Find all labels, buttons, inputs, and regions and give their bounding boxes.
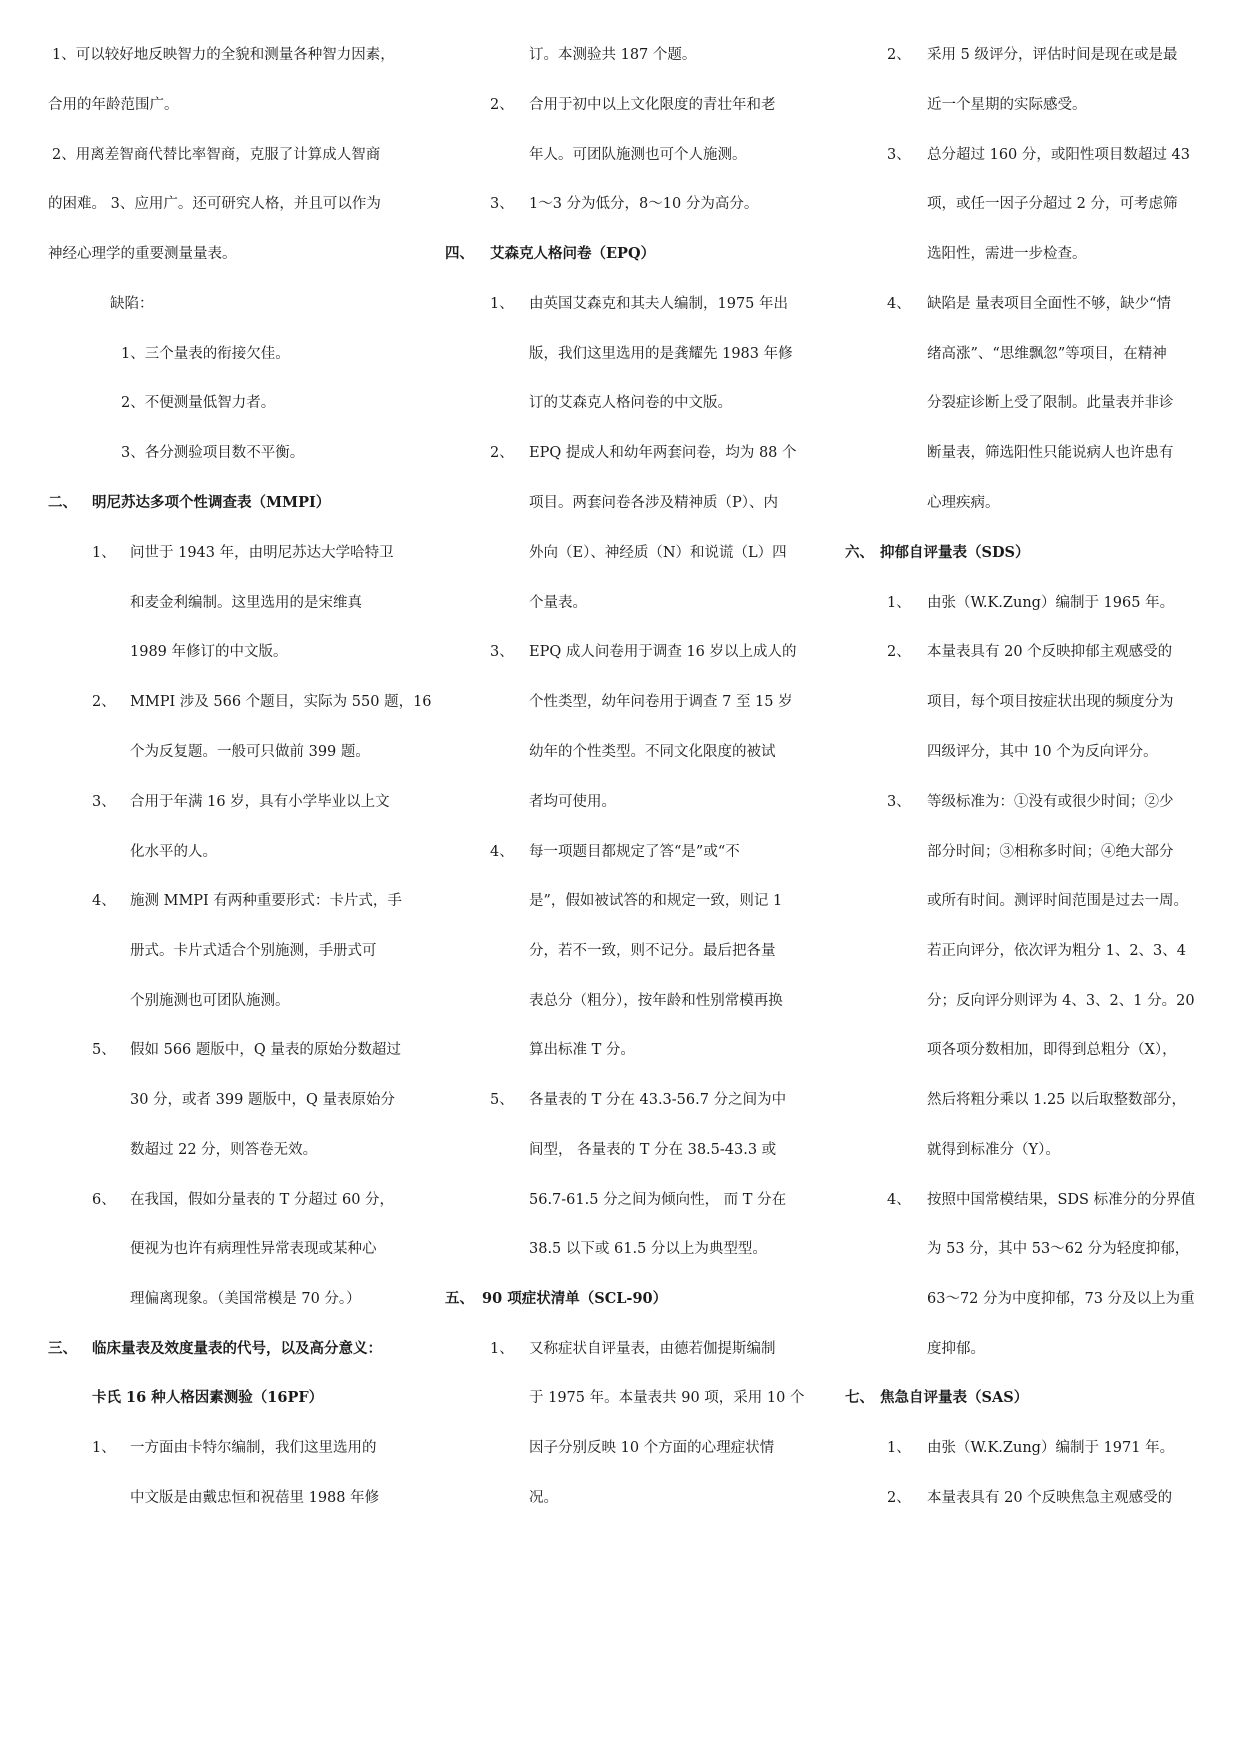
section-number: 四、	[445, 245, 474, 262]
item-line: 中文版是由戴忠恒和祝蓓里 1988 年修	[130, 1490, 380, 1506]
item-line: 订。本测验共 187 个题。	[529, 47, 697, 63]
item-number: 3、	[92, 794, 116, 810]
item-line: 为 53 分，其中 53～62 分为轻度抑郁，	[927, 1241, 1190, 1257]
section-title: 临床量表及效度量表的代号，以及高分意义：	[92, 1340, 382, 1357]
item-line: 册式。卡片式适合个别施测，手册式可	[130, 943, 377, 959]
section-number: 七、	[845, 1389, 874, 1406]
item-line: 分；反向评分则评为 4、3、2、1 分。20	[927, 993, 1195, 1009]
item-line: 选阳性，需进一步检查。	[927, 246, 1087, 262]
item-line: 近一个星期的实际感受。	[927, 97, 1087, 113]
item-line: 然后将粗分乘以 1.25 以后取整数部分，	[927, 1092, 1187, 1108]
section-number: 三、	[48, 1340, 77, 1357]
item-number: 1、	[887, 595, 911, 611]
item-number: 4、	[887, 1192, 911, 1208]
item-line: 版，我们这里选用的是龚耀先 1983 年修	[529, 346, 793, 362]
item-number: 3、	[490, 644, 514, 660]
item-line: 一方面由卡特尔编制，我们这里选用的	[130, 1440, 377, 1456]
item-line: 56.7-61.5 分之间为倾向性， 而 T 分在	[529, 1192, 787, 1208]
item-number: 3、	[887, 147, 911, 163]
item-line: 表总分（粗分），按年龄和性别常模再换	[529, 993, 783, 1009]
item-line: 由张（W.K.Zung）编制于 1971 年。	[927, 1440, 1175, 1456]
item-line: 项，或任一因子分超过 2 分，可考虑筛	[927, 196, 1178, 212]
item-line: 因子分别反映 10 个方面的心理症状情	[529, 1440, 775, 1456]
item-line: 38.5 以下或 61.5 分以上为典型型。	[529, 1241, 767, 1257]
item-line: 部分时间；③相称多时间；④绝大部分	[927, 844, 1174, 860]
defect-item: 1、三个量表的衔接欠佳。	[121, 346, 290, 362]
item-number: 5、	[92, 1042, 116, 1058]
item-line: 便视为也许有病理性异常表现或某种心	[130, 1241, 377, 1257]
item-number: 3、	[490, 196, 514, 212]
item-number: 2、	[92, 694, 116, 710]
item-line: 四级评分，其中 10 个为反向评分。	[927, 744, 1158, 760]
item-line: 个量表。	[529, 595, 587, 611]
item-line: EPQ 提成人和幼年两套问卷，均为 88 个	[529, 445, 797, 461]
paragraph-line: 的困难。 3、应用广。还可研究人格，并且可以作为	[48, 196, 381, 212]
item-line: 间型， 各量表的 T 分在 38.5-43.3 或	[529, 1142, 777, 1158]
item-line: 个性类型，幼年问卷用于调查 7 至 15 岁	[529, 694, 793, 710]
item-line: 假如 566 题版中，Q 量表的原始分数超过	[130, 1042, 401, 1058]
item-line: 等级标准为：①没有或很少时间；②少	[927, 794, 1174, 810]
item-number: 4、	[490, 844, 514, 860]
item-line: 缺陷是 量表项目全面性不够，缺少“情	[927, 296, 1172, 312]
item-line: 外向（E）、神经质（N）和说谎（L）四	[529, 545, 787, 561]
item-line: 项目，每个项目按症状出现的频度分为	[927, 694, 1174, 710]
item-number: 1、	[92, 1440, 116, 1456]
item-number: 2、	[887, 644, 911, 660]
item-line: 采用 5 级评分，评估时间是现在或是最	[927, 47, 1178, 63]
item-line: 绪高涨”、“思维飘忽”等项目，在精神	[927, 346, 1167, 362]
item-line: 是”，假如被试答的和规定一致，则记 1	[529, 893, 783, 909]
item-line: 心理疾病。	[927, 495, 1000, 511]
section-title: 抑郁自评量表（SDS）	[880, 544, 1030, 561]
item-line: 1989 年修订的中文版。	[130, 644, 288, 660]
item-line: 问世于 1943 年，由明尼苏达大学哈特卫	[130, 545, 394, 561]
item-number: 1、	[490, 296, 514, 312]
paragraph-line: 2、用离差智商代替比率智商，克服了计算成人智商	[52, 147, 381, 163]
item-line: 又称症状自评量表，由德若伽提斯编制	[529, 1341, 776, 1357]
section-title: 明尼苏达多项个性调查表（MMPI）	[92, 494, 331, 511]
item-line: 在我国，假如分量表的 T 分超过 60 分，	[130, 1192, 395, 1208]
item-line: 化水平的人。	[130, 844, 217, 860]
defect-heading: 缺陷：	[110, 296, 154, 312]
item-line: 合用于初中以上文化限度的青壮年和老	[529, 97, 776, 113]
item-line: 度抑郁。	[927, 1341, 985, 1357]
item-line: 每一项题目都规定了答“是”或“不	[529, 844, 740, 860]
item-line: 63～72 分为中度抑郁，73 分及以上为重	[927, 1291, 1195, 1307]
item-number: 4、	[92, 893, 116, 909]
item-number: 2、	[887, 47, 911, 63]
item-number: 1、	[490, 1341, 514, 1357]
item-number: 3、	[887, 794, 911, 810]
item-line: 者均可使用。	[529, 794, 616, 810]
item-line: 施测 MMPI 有两种重要形式：卡片式，手	[130, 893, 402, 909]
item-line: 分裂症诊断上受了限制。此量表并非诊	[927, 395, 1174, 411]
item-number: 5、	[490, 1092, 514, 1108]
item-line: 或所有时间。测评时间范围是过去一周。	[927, 893, 1188, 909]
item-line: 由英国艾森克和其夫人编制，1975 年出	[529, 296, 789, 312]
section-number: 二、	[48, 494, 77, 511]
item-line: 断量表，筛选阳性只能说病人也许患有	[927, 445, 1174, 461]
item-line: 个别施测也可团队施测。	[130, 993, 290, 1009]
item-line: 年人。可团队施测也可个人施测。	[529, 147, 747, 163]
item-line: 订的艾森克人格问卷的中文版。	[529, 395, 732, 411]
item-number: 2、	[490, 445, 514, 461]
defect-item: 3、各分测验项目数不平衡。	[121, 445, 305, 461]
item-line: 于 1975 年。本量表共 90 项，采用 10 个	[529, 1390, 805, 1406]
paragraph-line: 神经心理学的重要测量量表。	[48, 246, 237, 262]
item-line: 总分超过 160 分，或阳性项目数超过 43	[927, 147, 1190, 163]
item-line: 合用于年满 16 岁，具有小学毕业以上文	[130, 794, 390, 810]
item-line: 个为反复题。一般可只做前 399 题。	[130, 744, 370, 760]
paragraph-line: 1、可以较好地反映智力的全貌和测量各种智力因素，	[52, 47, 395, 63]
item-line: 按照中国常模结果，SDS 标准分的分界值	[927, 1192, 1196, 1208]
item-line: 项目。两套问卷各涉及精神质（P）、内	[529, 495, 779, 511]
section-title: 艾森克人格问卷（EPQ）	[490, 245, 656, 262]
section-title: 90 项症状清单（SCL-90）	[482, 1290, 668, 1307]
item-line: 本量表具有 20 个反映抑郁主观感受的	[927, 644, 1173, 660]
section-subtitle: 卡氏 16 种人格因素测验（16PF）	[92, 1389, 324, 1406]
item-line: 由张（W.K.Zung）编制于 1965 年。	[927, 595, 1175, 611]
item-line: 若正向评分，依次评为粗分 1、2、3、4	[927, 943, 1187, 959]
section-number: 六、	[845, 544, 874, 561]
section-number: 五、	[445, 1290, 474, 1307]
item-line: MMPI 涉及 566 个题目，实际为 550 题，16	[130, 694, 432, 710]
section-title: 焦急自评量表（SAS）	[880, 1389, 1029, 1406]
paragraph-line: 合用的年龄范围广。	[48, 97, 179, 113]
item-number: 1、	[92, 545, 116, 561]
item-number: 4、	[887, 296, 911, 312]
item-number: 2、	[887, 1490, 911, 1506]
item-line: 分，若不一致，则不记分。最后把各量	[529, 943, 776, 959]
item-line: 数超过 22 分，则答卷无效。	[130, 1142, 318, 1158]
item-line: 况。	[529, 1490, 558, 1506]
item-number: 6、	[92, 1192, 116, 1208]
item-line: 和麦金利编制。这里选用的是宋维真	[130, 595, 362, 611]
item-line: 各量表的 T 分在 43.3-56.7 分之间为中	[529, 1092, 787, 1108]
item-line: 幼年的个性类型。不同文化限度的被试	[529, 744, 776, 760]
item-line: 1～3 分为低分，8～10 分为高分。	[529, 196, 759, 212]
item-line: 理偏离现象。（美国常模是 70 分。）	[130, 1291, 361, 1307]
defect-item: 2、不便测量低智力者。	[121, 395, 276, 411]
item-line: 30 分，或者 399 题版中，Q 量表原始分	[130, 1092, 395, 1108]
item-number: 1、	[887, 1440, 911, 1456]
item-line: 算出标准 T 分。	[529, 1042, 635, 1058]
item-line: 本量表具有 20 个反映焦急主观感受的	[927, 1490, 1173, 1506]
item-number: 2、	[490, 97, 514, 113]
item-line: 项各项分数相加，即得到总粗分（X），	[927, 1042, 1177, 1058]
item-line: 就得到标准分（Y）。	[927, 1142, 1060, 1158]
item-line: EPQ 成人问卷用于调查 16 岁以上成人的	[529, 644, 797, 660]
